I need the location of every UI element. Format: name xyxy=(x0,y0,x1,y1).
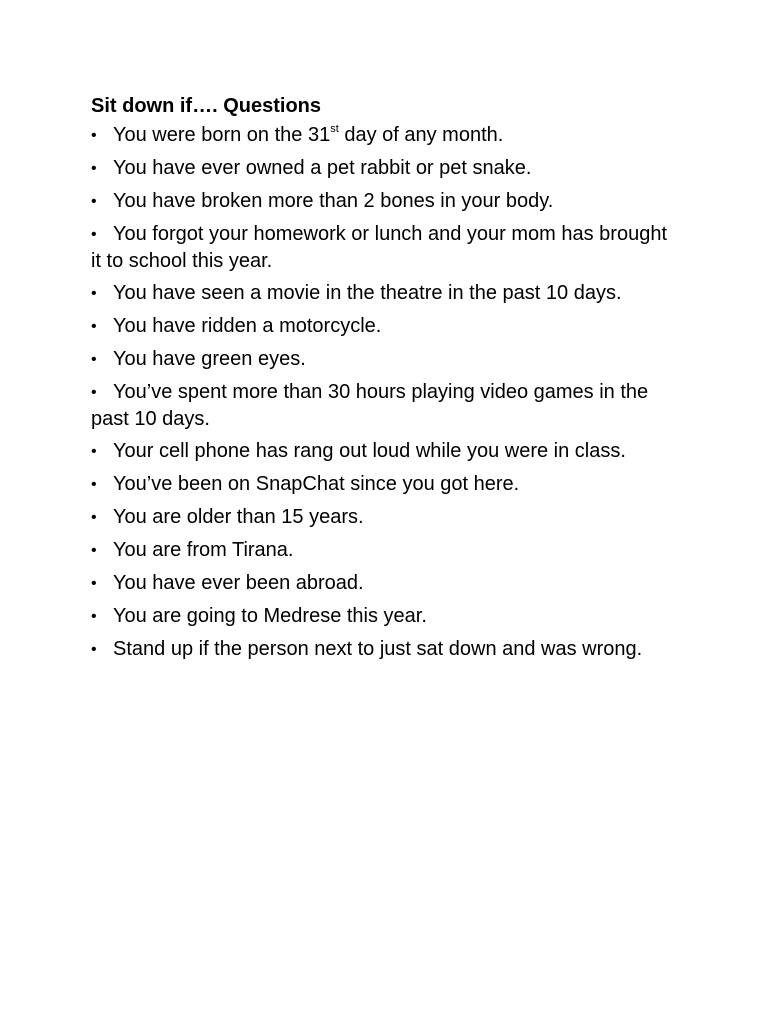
bullet-icon: • xyxy=(91,193,97,210)
list-item-text: Stand up if the person next to just sat down and was wrong. xyxy=(113,638,643,660)
list-item xyxy=(91,570,681,597)
list-item-text: You’ve been on SnapChat since you got here. xyxy=(113,473,520,495)
list-item xyxy=(91,379,681,432)
list-item xyxy=(91,188,681,215)
list-item-text: You forgot your homework or lunch and your mom has brought it to school this year. xyxy=(91,223,668,272)
list-item-text: You were born on the 31 xyxy=(113,124,331,146)
list-item-text: You are older than 15 years. xyxy=(113,506,364,528)
list-item xyxy=(91,346,681,373)
list-item xyxy=(91,155,681,182)
bullet-icon: • xyxy=(91,127,97,144)
list-item xyxy=(91,504,681,531)
list-item xyxy=(91,280,681,307)
list-item xyxy=(91,537,681,564)
bullet-icon: • xyxy=(91,608,97,625)
list-item-text: You’ve spent more than 30 hours playing video games in the past 10 days. xyxy=(91,381,649,430)
list-item-text: You have broken more than 2 bones in your body. xyxy=(113,190,554,212)
list-item-text: day of any month. xyxy=(338,124,504,146)
bullet-icon: • xyxy=(91,226,97,243)
list-item-text: You have ever owned a pet rabbit or pet snake. xyxy=(113,157,532,179)
bullet-icon: • xyxy=(91,542,97,559)
bullet-icon: • xyxy=(91,318,97,335)
bullet-icon: • xyxy=(91,160,97,177)
list-item xyxy=(91,221,681,274)
questions-list xyxy=(91,122,681,663)
list-item xyxy=(91,122,681,149)
bullet-icon: • xyxy=(91,443,97,460)
list-item xyxy=(91,471,681,498)
list-item-text: You have ridden a motorcycle. xyxy=(113,315,382,337)
list-item-text: Your cell phone has rang out loud while you were in class. xyxy=(113,440,626,462)
document-title: Sit down if…. Questions xyxy=(91,95,321,117)
list-item xyxy=(91,636,681,663)
list-item-text: You are from Tirana. xyxy=(113,539,294,561)
bullet-icon: • xyxy=(91,641,97,658)
list-item-text: You have ever been abroad. xyxy=(113,572,364,594)
list-item xyxy=(91,438,681,465)
ordinal-suffix: st xyxy=(330,123,339,135)
document-body xyxy=(91,93,681,669)
bullet-icon: • xyxy=(91,351,97,368)
bullet-icon: • xyxy=(91,476,97,493)
list-item-text: You have seen a movie in the theatre in the past 10 days. xyxy=(113,282,622,304)
bullet-icon: • xyxy=(91,575,97,592)
list-item xyxy=(91,313,681,340)
list-item xyxy=(91,603,681,630)
bullet-icon: • xyxy=(91,509,97,526)
bullet-icon: • xyxy=(91,384,97,401)
bullet-icon: • xyxy=(91,285,97,302)
list-item-text: You are going to Medrese this year. xyxy=(113,605,427,627)
list-item-text: You have green eyes. xyxy=(113,348,306,370)
